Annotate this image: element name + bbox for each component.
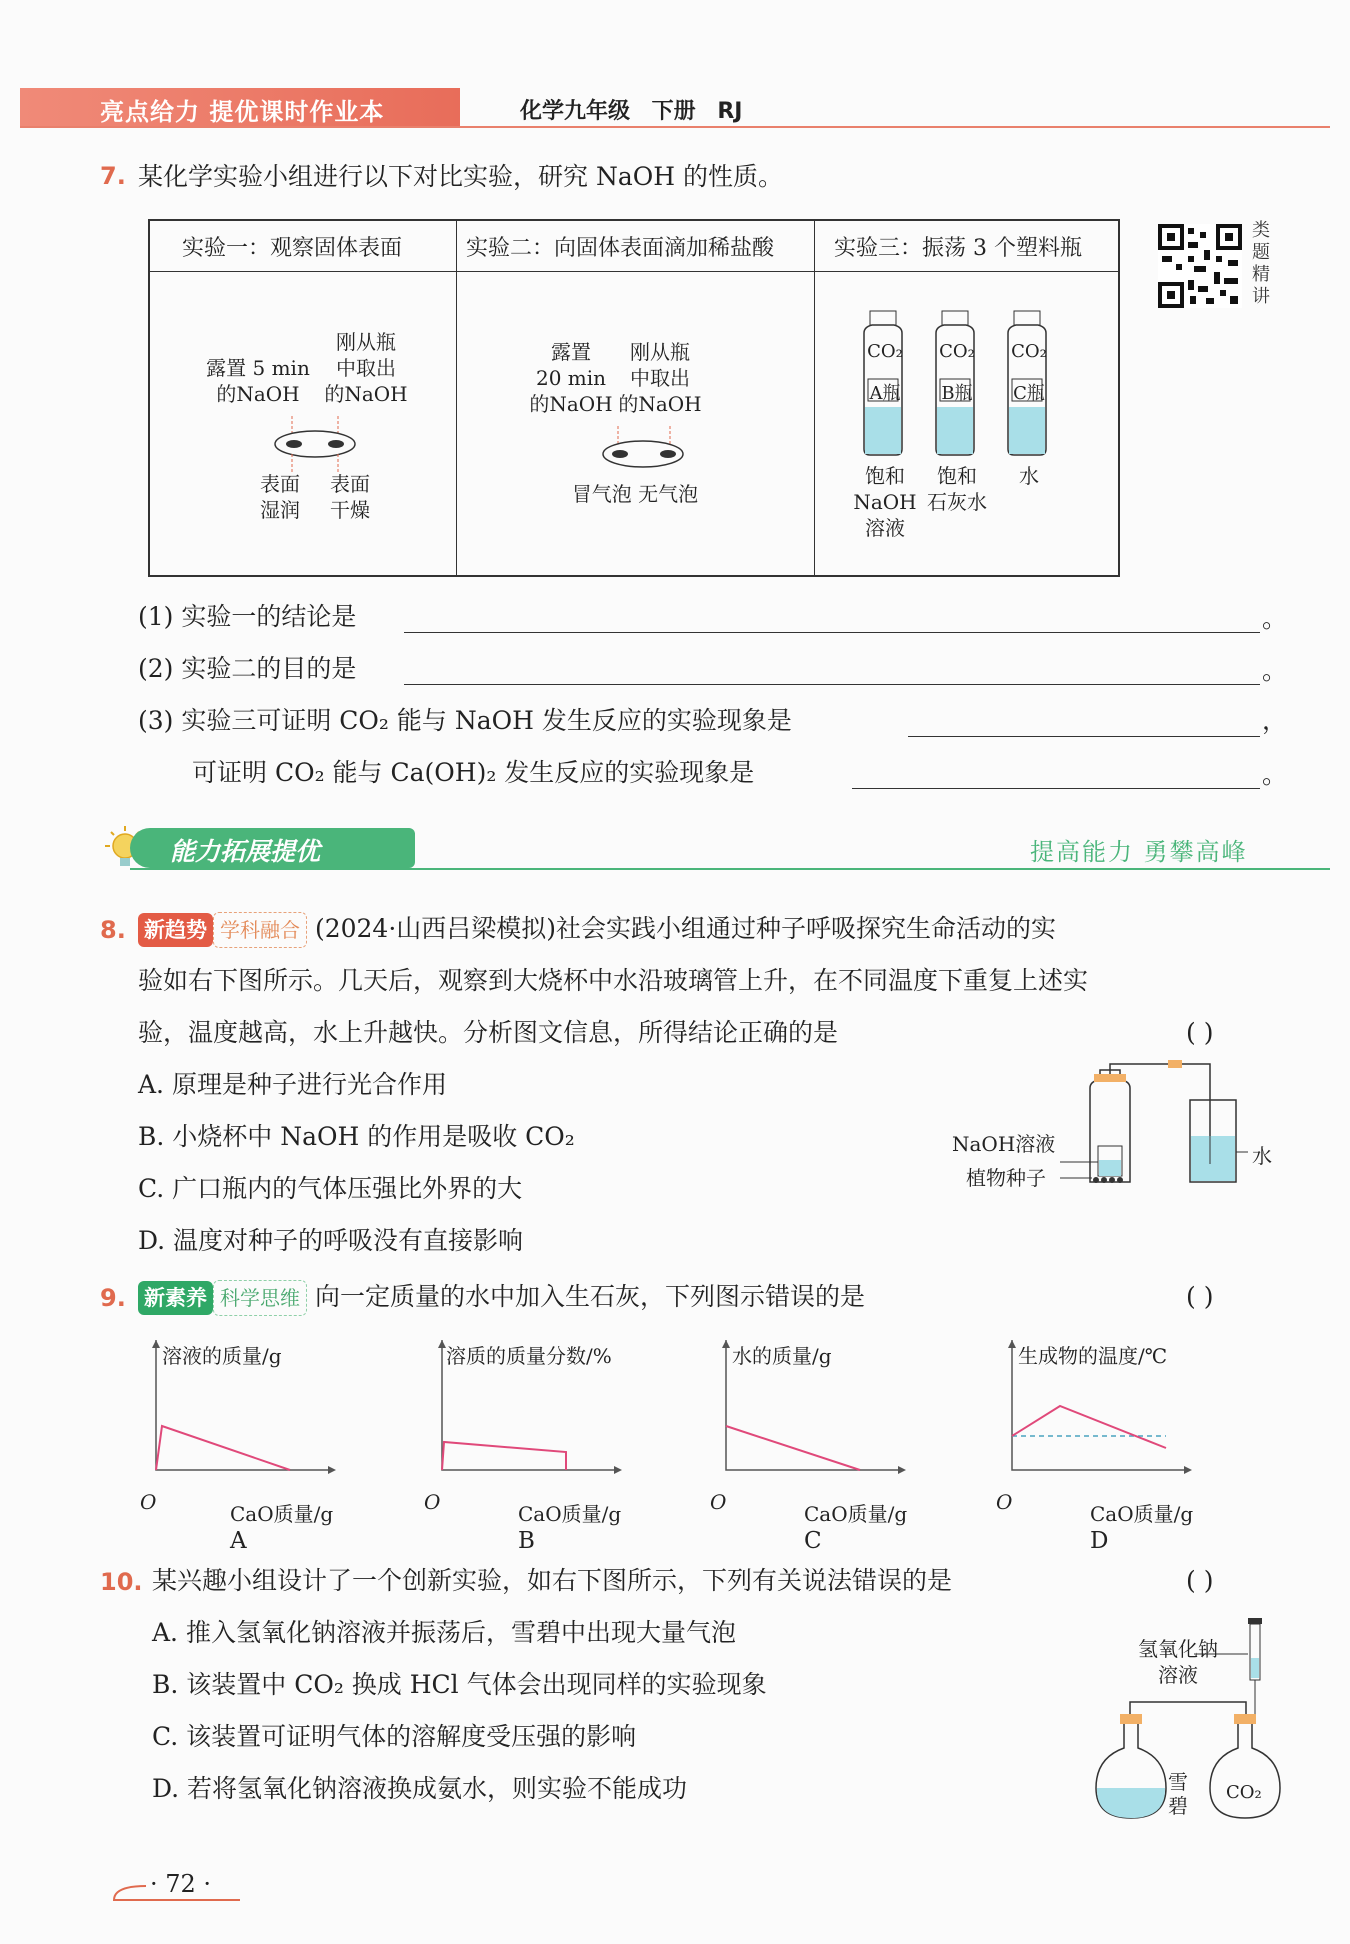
q9-badge-tag: 科学思维	[213, 1280, 307, 1316]
exp2-label-exposed: 露置 20 min 的NaOH	[529, 340, 613, 416]
q7-sub1-answer-line[interactable]	[404, 632, 1260, 633]
bottle-a-liquid: 饱和 NaOH 溶液	[853, 464, 917, 540]
section-slogan: 提高能力 勇攀高峰	[1030, 838, 1248, 866]
exp2-dish-diagram	[588, 426, 698, 476]
q8-option-b[interactable]: B. 小烧杯中 NaOH 的作用是吸收 CO₂	[138, 1122, 575, 1151]
chart-c-xlabel: CaO质量/g	[804, 1502, 908, 1526]
bottle-c-liquid: 水	[1019, 464, 1039, 488]
q7-sub3a: (3) 实验三可证明 CO₂ 能与 NaOH 发生反应的实验现象是	[138, 706, 792, 735]
q7-sub2: (2) 实验二的目的是	[138, 654, 357, 683]
q9-line	[138, 1280, 865, 1316]
chart-c-origin: O	[710, 1490, 727, 1514]
bottle-b-gas: CO₂	[939, 341, 975, 362]
table-head-exp3: 实验三：振荡 3 个塑料瓶	[834, 236, 1082, 261]
chart-a-letter[interactable]: A	[230, 1528, 247, 1554]
q10-answer-paren[interactable]: ( )	[1186, 1566, 1214, 1595]
q10-label-co2: CO₂	[1226, 1782, 1262, 1803]
table-divider	[456, 221, 457, 575]
exp1-label-dry: 表面 干燥	[330, 472, 370, 522]
q7-number: 7.	[100, 162, 126, 190]
bottle-b-name: B瓶	[941, 383, 973, 404]
q8-line2: 验如右下图所示。几天后，观察到大烧杯中水沿玻璃管上升，在不同温度下重复上述实	[138, 966, 1089, 995]
q8-option-d[interactable]: D. 温度对种子的呼吸没有直接影响	[138, 1226, 524, 1255]
q8-badge-trend: 新趋势	[138, 913, 213, 947]
chart-d-xlabel: CaO质量/g	[1090, 1502, 1194, 1526]
q10-option-b[interactable]: B. 该装置中 CO₂ 换成 HCl 气体会出现同样的实验现象	[152, 1670, 767, 1699]
section-rule	[130, 868, 1330, 870]
exp2-label-fresh: 刚从瓶 中取出 的NaOH	[618, 340, 702, 416]
chart-b-letter[interactable]: B	[518, 1528, 535, 1554]
q10-label-sprite: 雪 碧	[1168, 1770, 1188, 1818]
q7-sub1-period: 。	[1262, 604, 1288, 633]
q10-stem: 某兴趣小组设计了一个创新实验，如右下图所示，下列有关说法错误的是	[152, 1566, 953, 1595]
section-title: 能力拓展提优	[170, 837, 321, 866]
q8-number: 8.	[100, 916, 126, 944]
q7-sub2-answer-line[interactable]	[404, 684, 1260, 685]
q8-badge-tag: 学科融合	[213, 912, 307, 948]
exp1-label-exposed: 露置 5 min 的NaOH	[206, 356, 310, 406]
bottle-a-gas: CO₂	[867, 341, 903, 362]
q8-line1-text: (2024·山西吕梁模拟)社会实践小组通过种子呼吸探究生命活动的实	[314, 914, 1057, 943]
q10-number: 10.	[100, 1568, 143, 1596]
q8-line3: 验，温度越高，水上升越快。分析图文信息，所得结论正确的是	[138, 1018, 839, 1047]
q7-sub3b-period: 。	[1262, 760, 1288, 789]
q7-sub3b: 可证明 CO₂ 能与 Ca(OH)₂ 发生反应的实验现象是	[192, 758, 755, 787]
chart-b-xlabel: CaO质量/g	[518, 1502, 622, 1526]
bottle-b-liquid: 饱和 石灰水	[927, 464, 987, 514]
q9-badge-literacy: 新素养	[138, 1281, 213, 1315]
q9-stem: 向一定质量的水中加入生石灰，下列图示错误的是	[314, 1282, 865, 1311]
table-head-exp1: 实验一：观察固体表面	[182, 236, 403, 261]
table-divider	[814, 221, 815, 575]
header-brand: 亮点给力 提优课时作业本	[100, 98, 385, 126]
chart-d-letter[interactable]: D	[1090, 1528, 1109, 1554]
q10-label-naoh: 氢氧化钠 溶液	[1138, 1637, 1218, 1687]
q9-answer-paren[interactable]: ( )	[1186, 1282, 1214, 1311]
exp1-label-fresh: 刚从瓶 中取出 的NaOH	[324, 330, 408, 406]
bottle-a-name: A瓶	[869, 383, 901, 404]
q8-label-water: 水	[1252, 1144, 1272, 1168]
q8-label-naoh: NaOH溶液	[952, 1132, 1056, 1156]
q8-label-seed: 植物种子	[966, 1166, 1046, 1190]
q8-seed-apparatus	[1060, 1060, 1290, 1190]
qr-code[interactable]	[1158, 224, 1242, 308]
table-head-exp2: 实验二：向固体表面滴加稀盐酸	[466, 236, 775, 261]
chart-d-ylabel: 生成物的温度/℃	[1018, 1344, 1168, 1368]
chart-c-letter[interactable]: C	[804, 1528, 822, 1554]
q8-line1	[138, 912, 1056, 948]
q7-experiment-table	[148, 219, 1120, 577]
chart-a-xlabel: CaO质量/g	[230, 1502, 334, 1526]
chart-b-ylabel: 溶质的质量分数/%	[446, 1344, 612, 1368]
bottle-c-gas: CO₂	[1011, 341, 1047, 362]
q8-answer-paren[interactable]: ( )	[1186, 1018, 1214, 1047]
exp1-label-wet: 表面 湿润	[260, 472, 300, 522]
exp1-dish-diagram	[260, 416, 370, 476]
q10-option-d[interactable]: D. 若将氢氧化钠溶液换成氨水，则实验不能成功	[152, 1774, 688, 1803]
chart-b-origin: O	[424, 1490, 441, 1514]
q10-option-c[interactable]: C. 该装置可证明气体的溶解度受压强的影响	[152, 1722, 637, 1751]
exp2-result-label: 冒气泡 无气泡	[571, 482, 699, 506]
q7-sub3b-answer-line[interactable]	[852, 788, 1260, 789]
chart-c-ylabel: 水的质量/g	[732, 1344, 832, 1368]
chart-a-ylabel: 溶液的质量/g	[162, 1344, 282, 1368]
q9-number: 9.	[100, 1284, 126, 1312]
chart-a-origin: O	[140, 1490, 157, 1514]
q7-sub2-period: 。	[1262, 656, 1288, 685]
bottle-c-name: C瓶	[1013, 383, 1045, 404]
q8-option-c[interactable]: C. 广口瓶内的气体压强比外界的大	[138, 1174, 523, 1203]
q10-option-a[interactable]: A. 推入氢氧化钠溶液并振荡后，雪碧中出现大量气泡	[152, 1618, 736, 1647]
q7-sub3a-comma: ，	[1262, 706, 1288, 735]
q8-option-a[interactable]: A. 原理是种子进行光合作用	[138, 1070, 447, 1099]
q7-stem: 某化学实验小组进行以下对比实验，研究 NaOH 的性质。	[138, 162, 783, 191]
q7-sub1: (1) 实验一的结论是	[138, 602, 357, 631]
q7-sub3a-answer-line[interactable]	[908, 736, 1260, 737]
page-number: · 72 ·	[150, 1870, 212, 1898]
header-book-info: 化学九年级 下册 RJ	[520, 99, 743, 124]
qr-caption: 类 题 精 讲	[1252, 220, 1270, 307]
chart-d-origin: O	[996, 1490, 1013, 1514]
